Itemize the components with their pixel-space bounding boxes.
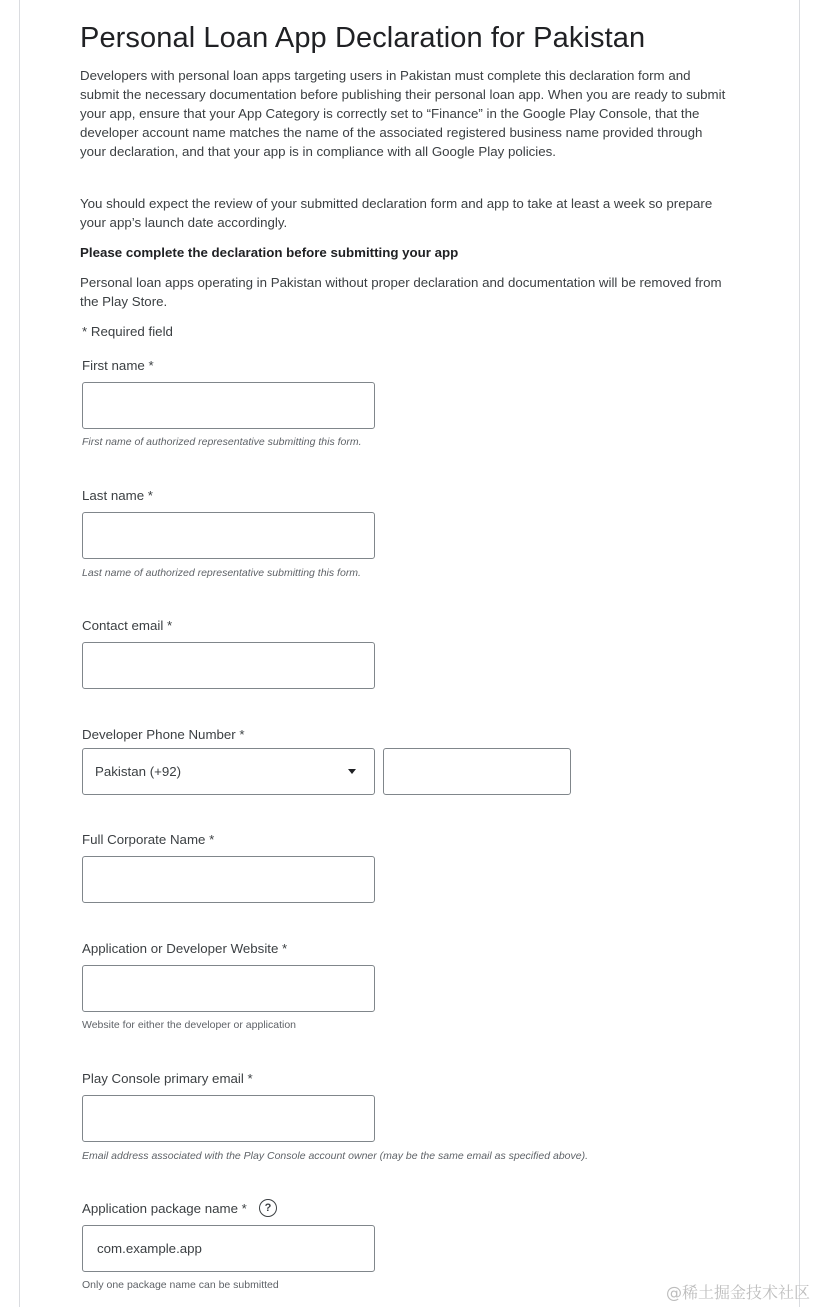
phone-number-label: Developer Phone Number * [82,727,245,742]
page-title: Personal Loan App Declaration for Pakistan [80,22,646,54]
website-hint: Website for either the developer or application [82,1019,297,1031]
country-code-value: Pakistan (+92) [95,764,182,779]
play-console-email-hint: Email address associated with the Play Console account owner (may be the same email as specified above). [82,1150,589,1162]
first-name-label: First name * [82,358,154,373]
package-name-input[interactable] [82,1225,375,1272]
page-border-right [799,0,800,1307]
contact-email-label: Contact email * [82,618,173,633]
play-console-email-input[interactable] [82,1095,375,1142]
page-border-left [19,0,20,1307]
phone-number-input[interactable] [383,748,571,795]
corporate-name-input[interactable] [82,856,375,903]
caret-down-icon [348,769,356,774]
first-name-hint: First name of authorized representative submitting this form. [82,436,362,448]
review-line: your app’s launch date accordingly. [80,215,288,230]
last-name-input[interactable] [82,512,375,559]
removal-warning-paragraph [80,273,750,311]
country-code-select[interactable] [82,748,375,795]
play-console-email-label: Play Console primary email * [82,1071,253,1086]
contact-email-input[interactable] [82,642,375,689]
website-label: Application or Developer Website * [82,941,288,956]
intro-line: your declaration, and that your app is in compliance with all Google Play policies. [80,144,556,159]
watermark: @稀土掘金技术社区 [666,1283,811,1302]
required-field-note: * Required field [82,324,173,339]
intro-line: developer account name matches the name of the associated registered business name provided through [80,125,703,140]
corporate-name-label: Full Corporate Name * [82,832,215,847]
intro-line: Developers with personal loan apps targeting users in Pakistan must complete this declaration form and [80,68,691,83]
intro-paragraph [80,66,750,161]
website-input[interactable] [82,965,375,1012]
first-name-input[interactable] [82,382,375,429]
help-circle-icon[interactable]: ? [259,1199,277,1217]
intro-line: submit the necessary documentation before publishing their personal loan app. When you are ready to submit [80,87,726,102]
intro-line: your app, ensure that your App Category is correctly set to “Finance” in the Google Play Console, that the [80,106,700,121]
last-name-hint: Last name of authorized representative submitting this form. [82,567,361,579]
last-name-label: Last name * [82,488,153,503]
review-time-paragraph [80,194,750,232]
declaration-notice: Please complete the declaration before submitting your app [80,245,459,260]
review-line: You should expect the review of your submitted declaration form and app to take at least a week so prepare [80,196,713,211]
warning-line: the Play Store. [80,294,168,309]
warning-line: Personal loan apps operating in Pakistan without proper declaration and documentation will be removed from [80,275,722,290]
package-name-label: Application package name * [82,1201,247,1216]
package-name-hint: Only one package name can be submitted [82,1279,279,1291]
